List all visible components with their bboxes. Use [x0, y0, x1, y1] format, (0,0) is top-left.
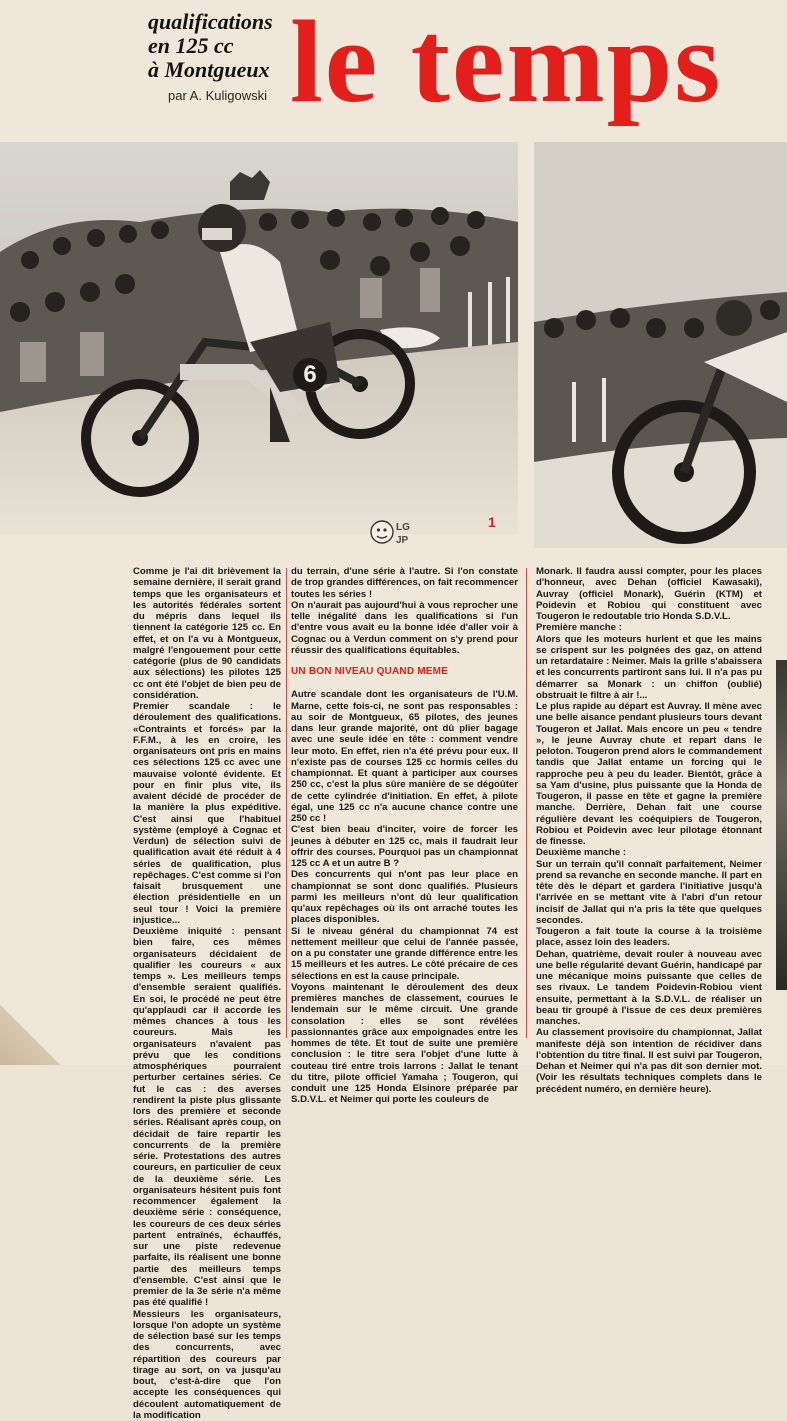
photo-illustration	[0, 142, 518, 534]
rider-number-plate: 6	[293, 358, 327, 392]
paragraph: Autre scandale dont les organisateurs de l'U.M. Marne, cette fois-ci, ne sont pas responsables : au soir de Montgueux, 65 pilotes, des jeunes dans leur grande majorité, ont dû plier bagage avec une seule idée en tête : comment vendre leur moto. En effet, rien n'a été prévu pour eux. Il n'existe pas de courses 125 cc hormis celles du championnat. Et quant à participer aux courses 250 cc, c'est la plus sûre manière de se dégoûter de cette cylindrée d'initiation. En effet, à pilote égal, une 125 cc n'a aucune chance contre une 250 cc !	[291, 689, 518, 824]
section-subheading: UN BON NIVEAU QUAND MEME	[291, 666, 518, 677]
paragraph: Messieurs les organisateurs, lorsque l'on adopte un système de sélection basé sur les temps des concurrents, avec répartition des coureurs par tirage au sort, on va jusqu'au bout, c'est-à-dire que l'on accepte les conséquences qui découlent automatiquement de la modification	[133, 1309, 281, 1421]
photographer-logo	[370, 515, 416, 549]
kicker-line: en 125 cc	[148, 34, 298, 58]
paragraph: Des concurrents qui n'ont pas leur place en championnat se sont donc qualifiés. Plusieurs parmi les meilleurs n'ont dû leur qualification qu'aux repêchages où ils ont arraché toutes les places disponibles.	[291, 869, 518, 925]
paragraph: Monark. Il faudra aussi compter, pour les places d'honneur, avec Dehan (officiel Kawasaki), Auvray (officiel Monark), Guérin (KTM) et Poidevin et Robiou qui constituent avec Tougeron le redoutable trio Honda S.D.V.L.	[536, 566, 762, 622]
section-label: Deuxième manche :	[536, 847, 762, 858]
paragraph: Alors que les moteurs hurlent et que les mains se crispent sur les poignées des gaz, on attend un retardataire : Neimer. Mais la grille s'abaissera et les concurrents partiront sans lui. Il n'a pas pu démarrer sa Monark : un chiffon (oublié) obstruait le filtre à air !...	[536, 634, 762, 702]
paragraph: On n'aurait pas aujourd'hui à vous reprocher une telle inégalité dans les qualifications si l'un d'entre vous avait eu la bonne idée d'aller voir à Cognac ou à Verdun comment on s'y prend pour réussir des qualifications équitables.	[291, 600, 518, 656]
headline-kicker	[148, 10, 298, 82]
byline: par A. Kuligowski	[168, 88, 267, 103]
paragraph: Au classement provisoire du championnat, Jallat manifeste déjà son intention de récidiver dans l'obtention du titre final. Il est suivi par Tougeron, Dehan et Neimer qui n'a pas dit son dernier mot. (Voir les résultats techniques complets dans le précédent numéro, en dernière heure).	[536, 1027, 762, 1095]
column-rule	[286, 568, 287, 1038]
paragraph: C'est bien beau d'inciter, voire de forcer les jeunes à débuter en 125 cc, mais il faudrait leur offrir des courses. Pourquoi pas un championnat 125 cc A et un autre B ?	[291, 824, 518, 869]
article-column-1	[133, 566, 281, 1421]
column-rule	[526, 568, 527, 1038]
article-column-3	[536, 566, 762, 1095]
paragraph: Dehan, quatrième, devait rouler à nouveau avec une belle régularité devant Guérin, handicapé par une mécanique moins puissante que celles de ses rivaux. Le tandem Poidevin-Robiou vient ensuite, permettant à la S.D.V.L. de réaliser un beau tir groupé à l'issue de ces deux premières manches.	[536, 949, 762, 1028]
kicker-line: qualifications	[148, 10, 298, 34]
section-label: Première manche :	[536, 622, 762, 633]
page-title: le temps	[290, 2, 722, 122]
svg-text:LG: LG	[396, 522, 410, 533]
motocross-rider-photo	[0, 142, 518, 534]
kicker-line: à Montgueux	[148, 58, 298, 82]
photo-caption-number: 1	[488, 514, 496, 530]
paragraph: du terrain, d'une série à l'autre. Si l'on constate de trop grandes différences, on fait recommencer toutes les séries !	[291, 566, 518, 600]
paragraph: Comme je l'ai dit brièvement la semaine dernière, il serait grand temps que les organisateurs et les autorités fédérales sortent du mépris dans lequel ils tiennent la catégorie 125 cc. En effet, et on l'a vu à Montgueux, malgré l'engouement pour cette catégorie (plus de 90 candidats aux sélections) les pilotes 125 cc ont été l'objet de bien peu de considération.	[133, 566, 281, 701]
paragraph: Deuxième iniquité : pensant bien faire, ces mêmes organisateurs décidaient de qualifier les coureurs « aux temps ». Les meilleurs temps d'ensemble seraient qualifiés. En soi, le procédé ne peut être qu'applaudi car il accorde les mêmes chances à tous les coureurs. Mais les organisateurs n'avaient pas prévu que les conditions atmosphériques pourraient perturber certaines séries. Ce fut le cas : des averses rendirent la piste plus glissante lors des première et seconde séries. Réalisant après coup, on décidait de faire repartir les concurrents de la première série. Protestations des autres coureurs, en particulier de ceux de la deuxième série. Les organisateurs hésitent puis font recommencer également la deuxième série : conséquence, les coureurs de ces deux séries partent entraînés, échauffés, sur une piste redevenue parfaite, ils réalisent une bonne partie des meilleurs temps d'ensemble. C'est ainsi que le premier de la 3e série n'a même pas été qualifié !	[133, 926, 281, 1309]
paragraph: Sur un terrain qu'il connaît parfaitement, Neimer prend sa revanche en seconde manche. Il part en tête dès le départ et gardera l'initiative jusqu'à l'arrivée en se mettant vite à l'abri d'un retour incisif de Jallat qui n'a pris la tête que quelques secondes.	[536, 859, 762, 927]
svg-text:JP: JP	[396, 535, 409, 546]
photo-illustration	[534, 142, 787, 548]
adjacent-page-edge	[776, 660, 787, 990]
paragraph: Tougeron a fait toute la course à la troisième place, assez loin des leaders.	[536, 926, 762, 949]
motocross-race-photo	[534, 142, 787, 548]
article-column-2	[291, 566, 518, 1106]
paragraph: Premier scandale : le déroulement des qualifications. «Contraints et forcés» par la F.F.M., à les en croire, les organisateurs ont pris en mains ces sélections 125 cc avec une mauvaise volonté évidente. Et pour en finir plus vite, ils avaient décidé de procéder de la manière la plus expéditive. C'est ainsi que l'habituel système (employé à Cognac et Verdun) de sélection suivi de qualification avait été réduit à 4 séries de qualification, plus repêchages. C'est comme si l'on faisait brusquement une élection présidentielle en un seul tour ! Voici la première injustice...	[133, 701, 281, 926]
paragraph: Si le niveau général du championnat 74 est nettement meilleur que celui de l'année passée, on a pu constater une grande différence entre les 15 meilleurs et les autres. Le côté précaire de ces sélections en est la cause principale.	[291, 926, 518, 982]
paragraph: Voyons maintenant le déroulement des deux premières manches de classement, courues le lendemain sur le même circuit. Une grande consolation : elles se sont révélées passionnantes grâce aux empoignades entre les hommes de tête. Et tout de suite une première conclusion : le titre sera l'objet d'une lutte à couteau tiré entre trois larrons : Jallat le tenant du titre, pilote officiel Yamaha ; Tougeron, qui conduit une 125 Honda Elsinore préparée par S.D.V.L. et Neimer qui porte les couleurs de	[291, 982, 518, 1106]
face-logo-icon	[370, 515, 416, 549]
paragraph: Le plus rapide au départ est Auvray. Il mène avec une belle aisance pendant plusieurs tours devant Tougeron et Jallat. Mais encore un peu « tendre », le jeune Auvray chute et repart dans le peloton. Tougeron prend alors le commandement tandis que Jallat entame un forcing qui le rapproche peu à peu du leader. Bientôt, grâce à sa Yam d'usine, plus puissante que la Honda de Tougeron, il passe en tête et gagne la première manche. Derrière, Dehan fait une course régulière devant les coéquipiers de Tougeron, Robiou et Poidevin avec leur pilotage étonnant de finesse.	[536, 701, 762, 847]
